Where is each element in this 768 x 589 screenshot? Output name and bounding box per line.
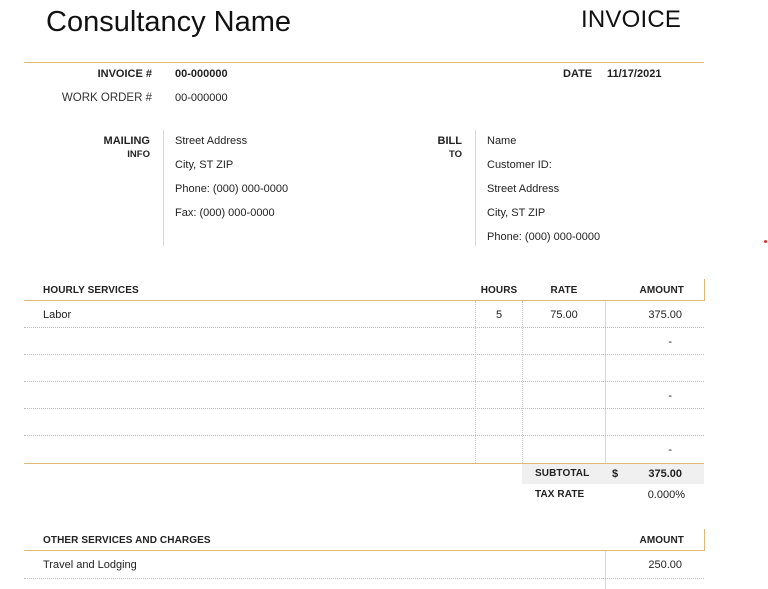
bill-to-name: Name <box>487 135 517 147</box>
mailing-street: Street Address <box>175 135 248 147</box>
hourly-row-1-amount: 375.00 <box>648 309 682 321</box>
hourly-header-hours: HOURS <box>480 285 518 296</box>
hourly-row-1-rate: 75.00 <box>550 309 578 321</box>
hourly-header-service: HOURLY SERVICES <box>43 285 139 296</box>
hourly-row-2-rule <box>24 354 704 355</box>
subtotal-currency: $ <box>612 468 619 480</box>
work-order-value: 00-000000 <box>175 92 228 104</box>
mailing-divider <box>163 130 164 246</box>
other-header-edge <box>704 529 705 551</box>
date-label: DATE <box>563 68 593 80</box>
tax-rate-value: 0.000% <box>647 489 685 501</box>
other-header-rule <box>24 550 704 551</box>
hourly-row-4-rule <box>24 408 704 409</box>
bill-to-divider <box>475 130 476 246</box>
hourly-row-3-rule <box>24 381 704 382</box>
mailing-fax: Fax: (000) 000-0000 <box>175 207 275 219</box>
amount-column-divider <box>605 301 606 463</box>
document-title: INVOICE <box>581 6 682 33</box>
bill-to-label-line1: BILL <box>437 135 462 147</box>
hours-column-divider <box>475 301 476 463</box>
subtotal-value: 375.00 <box>648 468 682 480</box>
other-header-amount: AMOUNT <box>639 535 684 546</box>
bill-to-city: City, ST ZIP <box>487 207 546 219</box>
mailing-label-line2: INFO <box>127 149 150 160</box>
hourly-header-rate: RATE <box>550 285 578 296</box>
company-name: Consultancy Name <box>46 6 291 38</box>
hourly-row-1-service: Labor <box>43 309 72 321</box>
mailing-city: City, ST ZIP <box>175 159 234 171</box>
hourly-header-rule <box>24 300 704 301</box>
other-row-1-rule <box>24 578 704 579</box>
hourly-row-6-amount: - <box>668 444 672 456</box>
hourly-row-1-hours: 5 <box>495 309 503 321</box>
mailing-label-line1: MAILING <box>103 135 150 147</box>
header-divider <box>24 62 704 63</box>
bill-to-phone: Phone: (000) 000-0000 <box>487 231 601 243</box>
bill-to-street: Street Address <box>487 183 560 195</box>
other-row-1-service: Travel and Lodging <box>43 559 137 571</box>
bill-to-customer-id: Customer ID: <box>487 159 552 171</box>
mailing-phone: Phone: (000) 000-0000 <box>175 183 289 195</box>
tax-rate-label: TAX RATE <box>535 489 585 500</box>
invoice-number-value: 00-000000 <box>175 68 228 80</box>
red-marker-dot <box>764 240 767 243</box>
work-order-label: WORK ORDER # <box>61 92 152 104</box>
date-value: 11/17/2021 <box>607 68 662 80</box>
hourly-header-edge <box>704 279 705 301</box>
invoice-number-label: INVOICE # <box>97 68 152 80</box>
hourly-row-1-rule <box>24 327 704 328</box>
hourly-row-4-amount: - <box>668 390 672 402</box>
hourly-row-5-rule <box>24 435 704 436</box>
hourly-header-amount: AMOUNT <box>639 285 684 296</box>
rate-column-divider <box>522 301 523 463</box>
subtotal-label: SUBTOTAL <box>535 468 590 479</box>
other-row-1-amount: 250.00 <box>648 559 682 571</box>
hourly-row-2-amount: - <box>668 336 672 348</box>
bill-to-label-line2: TO <box>448 149 462 160</box>
other-header-service: OTHER SERVICES AND CHARGES <box>43 535 211 546</box>
